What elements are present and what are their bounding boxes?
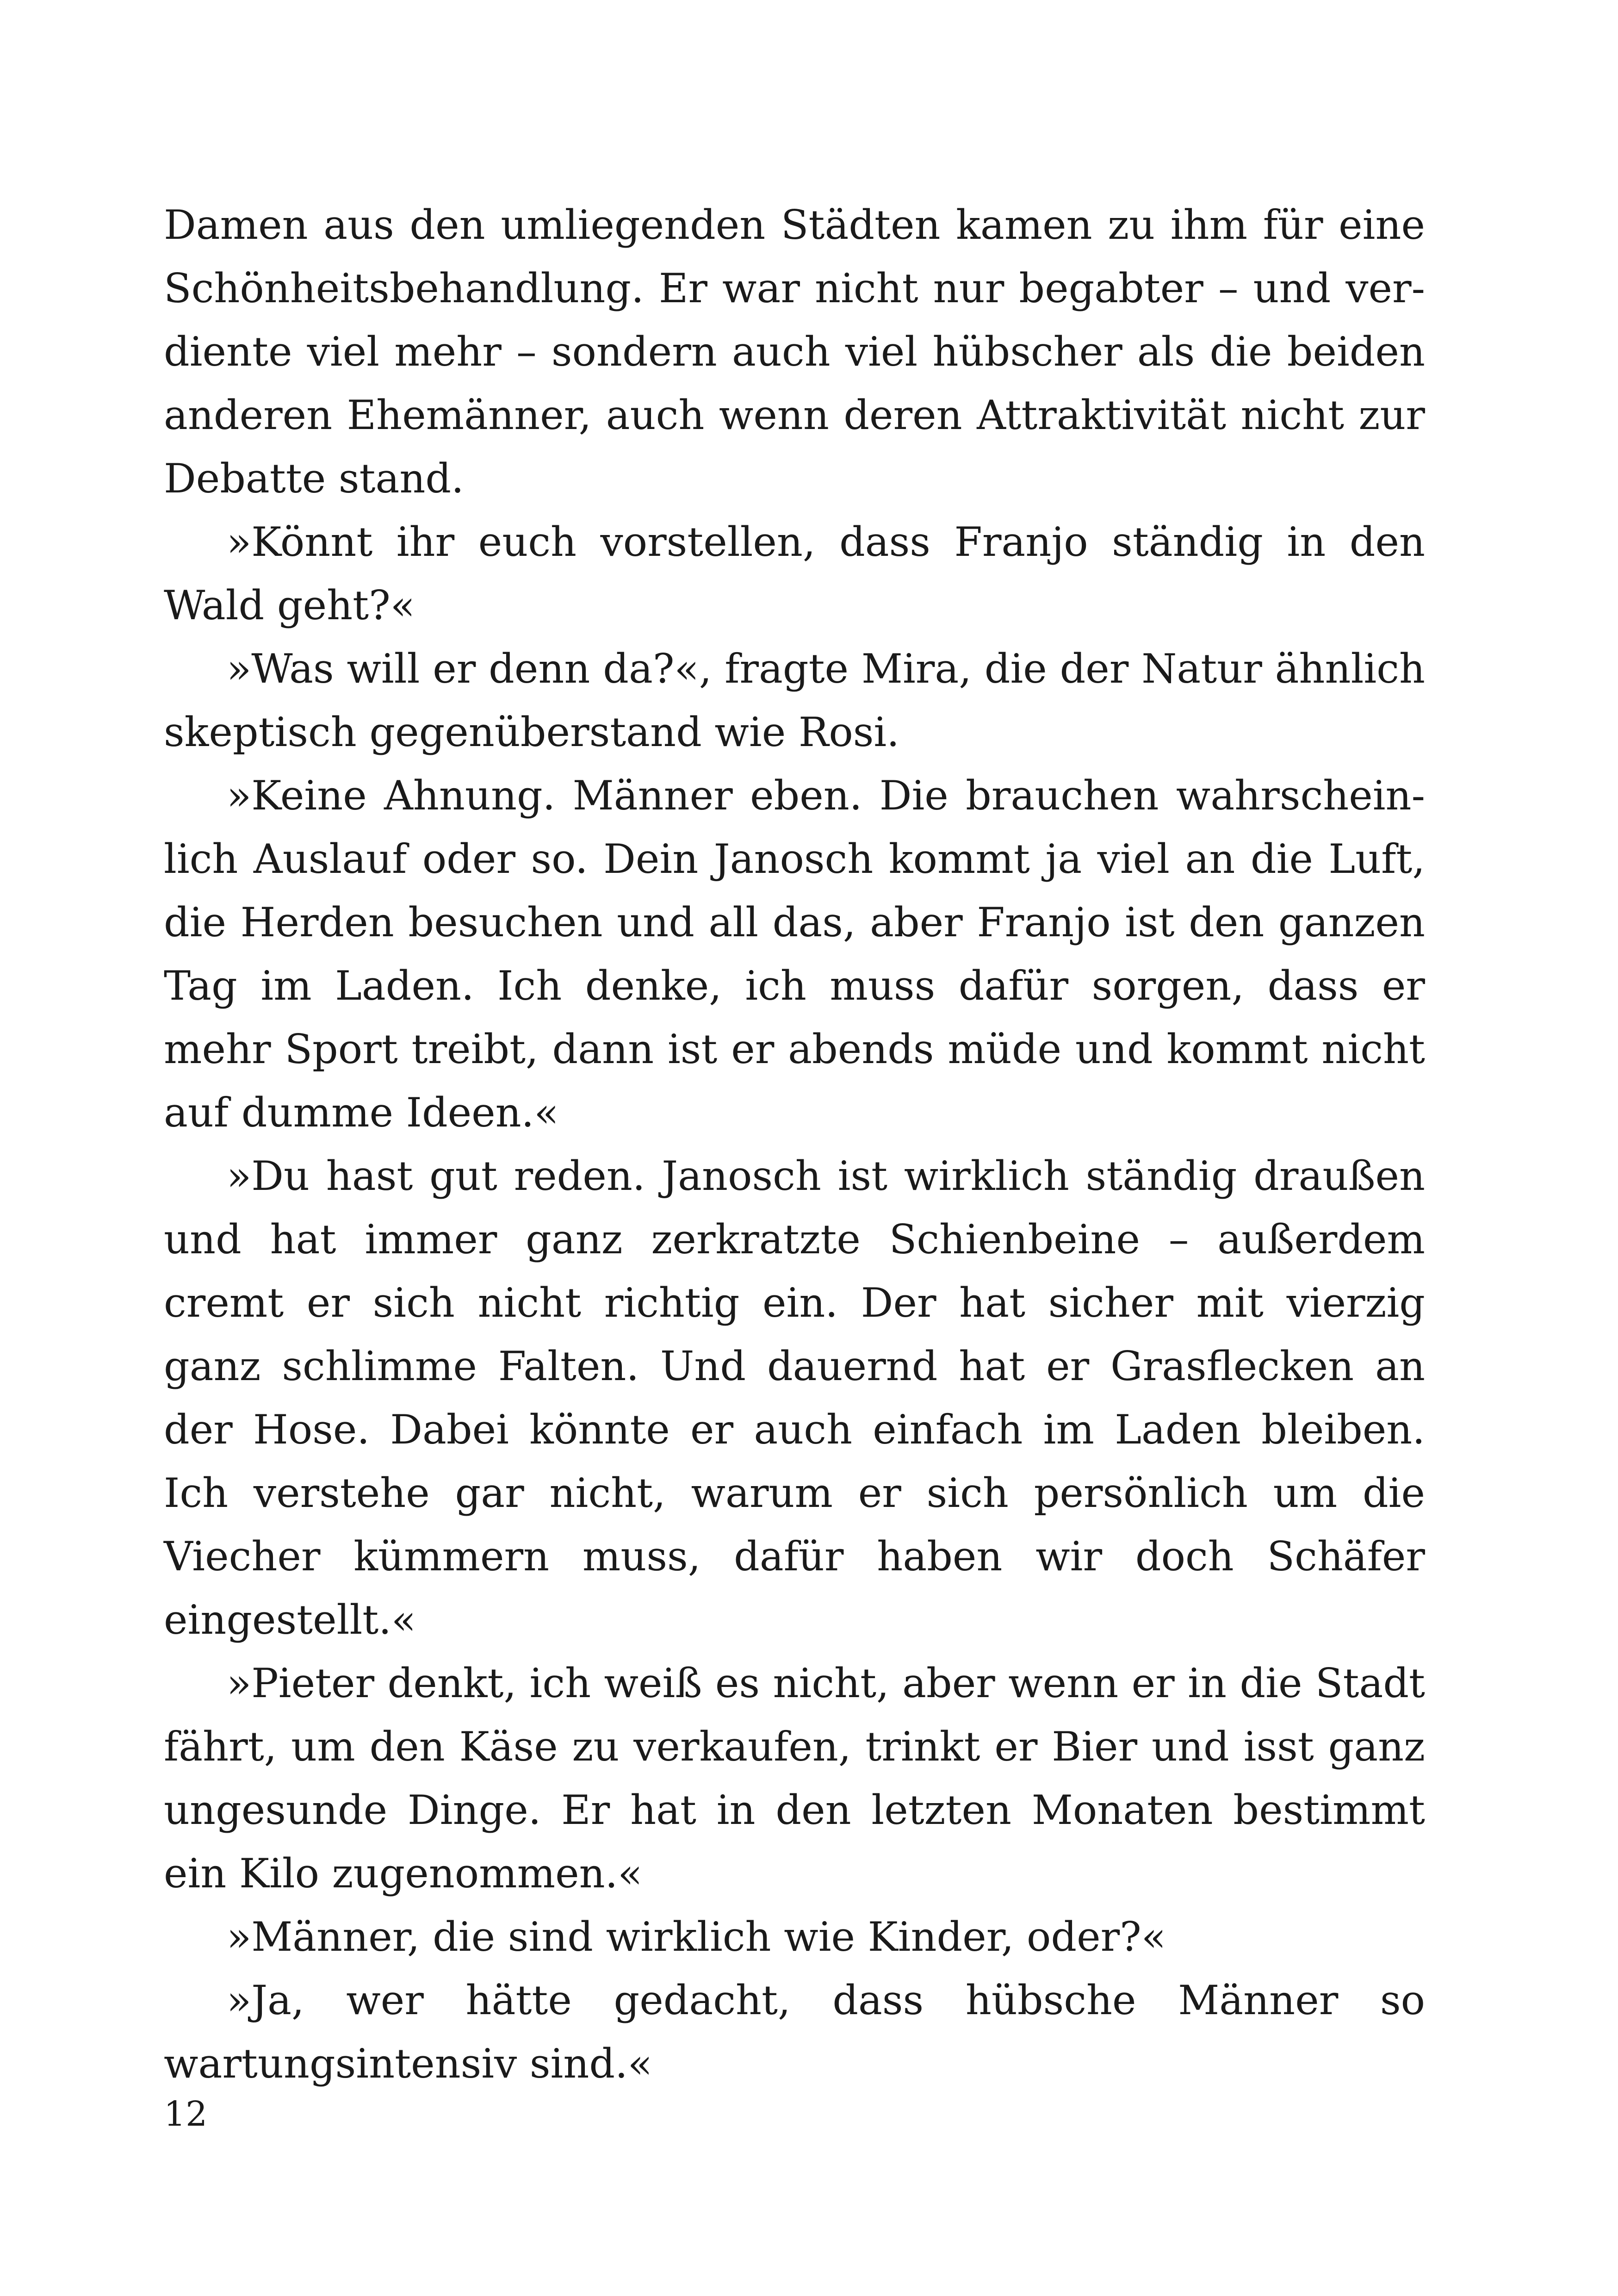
page-number: 12 — [164, 2094, 208, 2134]
paragraph-4: »Keine Ahnung. Männer eben. Die brauchen wahrscheinlich Auslauf oder so. Dein Janosch kommt ja viel an die Luft, die Herden besuchen und all das, aber Franjo ist den ganzen Tag im Laden. Ich denke, ich muss dafür sorgen, dass er mehr Sport treibt, dann ist er abends müde und kommt nicht auf dumme Ideen.« — [164, 772, 1425, 1136]
paragraph-7: »Männer, die sind wirklich wie Kinder, oder?« — [227, 1913, 1166, 1960]
body-text — [164, 193, 1425, 2096]
paragraph-8: »Ja, wer hätte gedacht, dass hübsche Männer so wartungsintensiv sind.« — [164, 1977, 1425, 2087]
paragraph-3: »Was will er denn da?«, fragte Mira, die der Natur ähnlich skeptisch gegenüberstand wie Rosi. — [164, 645, 1425, 756]
paragraph-6: »Pieter denkt, ich weiß es nicht, aber wenn er in die Stadt fährt, um den Käse zu verkaufen, trinkt er Bier und isst ganz ungesunde Dinge. Er hat in den letzten Monaten bestimmt ein Kilo zugenommen.« — [164, 1660, 1425, 1897]
paragraph-2: »Könnt ihr euch vorstellen, dass Franjo ständig in den Wald geht?« — [164, 518, 1425, 629]
paragraph-5: »Du hast gut reden. Janosch ist wirklich ständig draußen und hat immer ganz zerkratzte Schienbeine – außerdem cremt er sich nicht richtig ein. Der hat sicher mit vierzig ganz schlimme Falten. Und dauernd hat er Grasflecken an der Hose. Dabei könnte er auch einfach im Laden bleiben. Ich verstehe gar nicht, warum er sich persönlich um die Viecher kümmern muss, dafür haben wir doch Schäfer eingestellt.« — [164, 1152, 1425, 1643]
paragraph-1: Damen aus den umliegenden Städten kamen zu ihm für eine Schönheitsbehandlung. Er war nicht nur begabter – und verdiente viel mehr – sondern auch viel hübscher als die beiden anderen Ehemänner, auch wenn deren Attraktivität nicht zur Debatte stand. — [164, 201, 1425, 502]
